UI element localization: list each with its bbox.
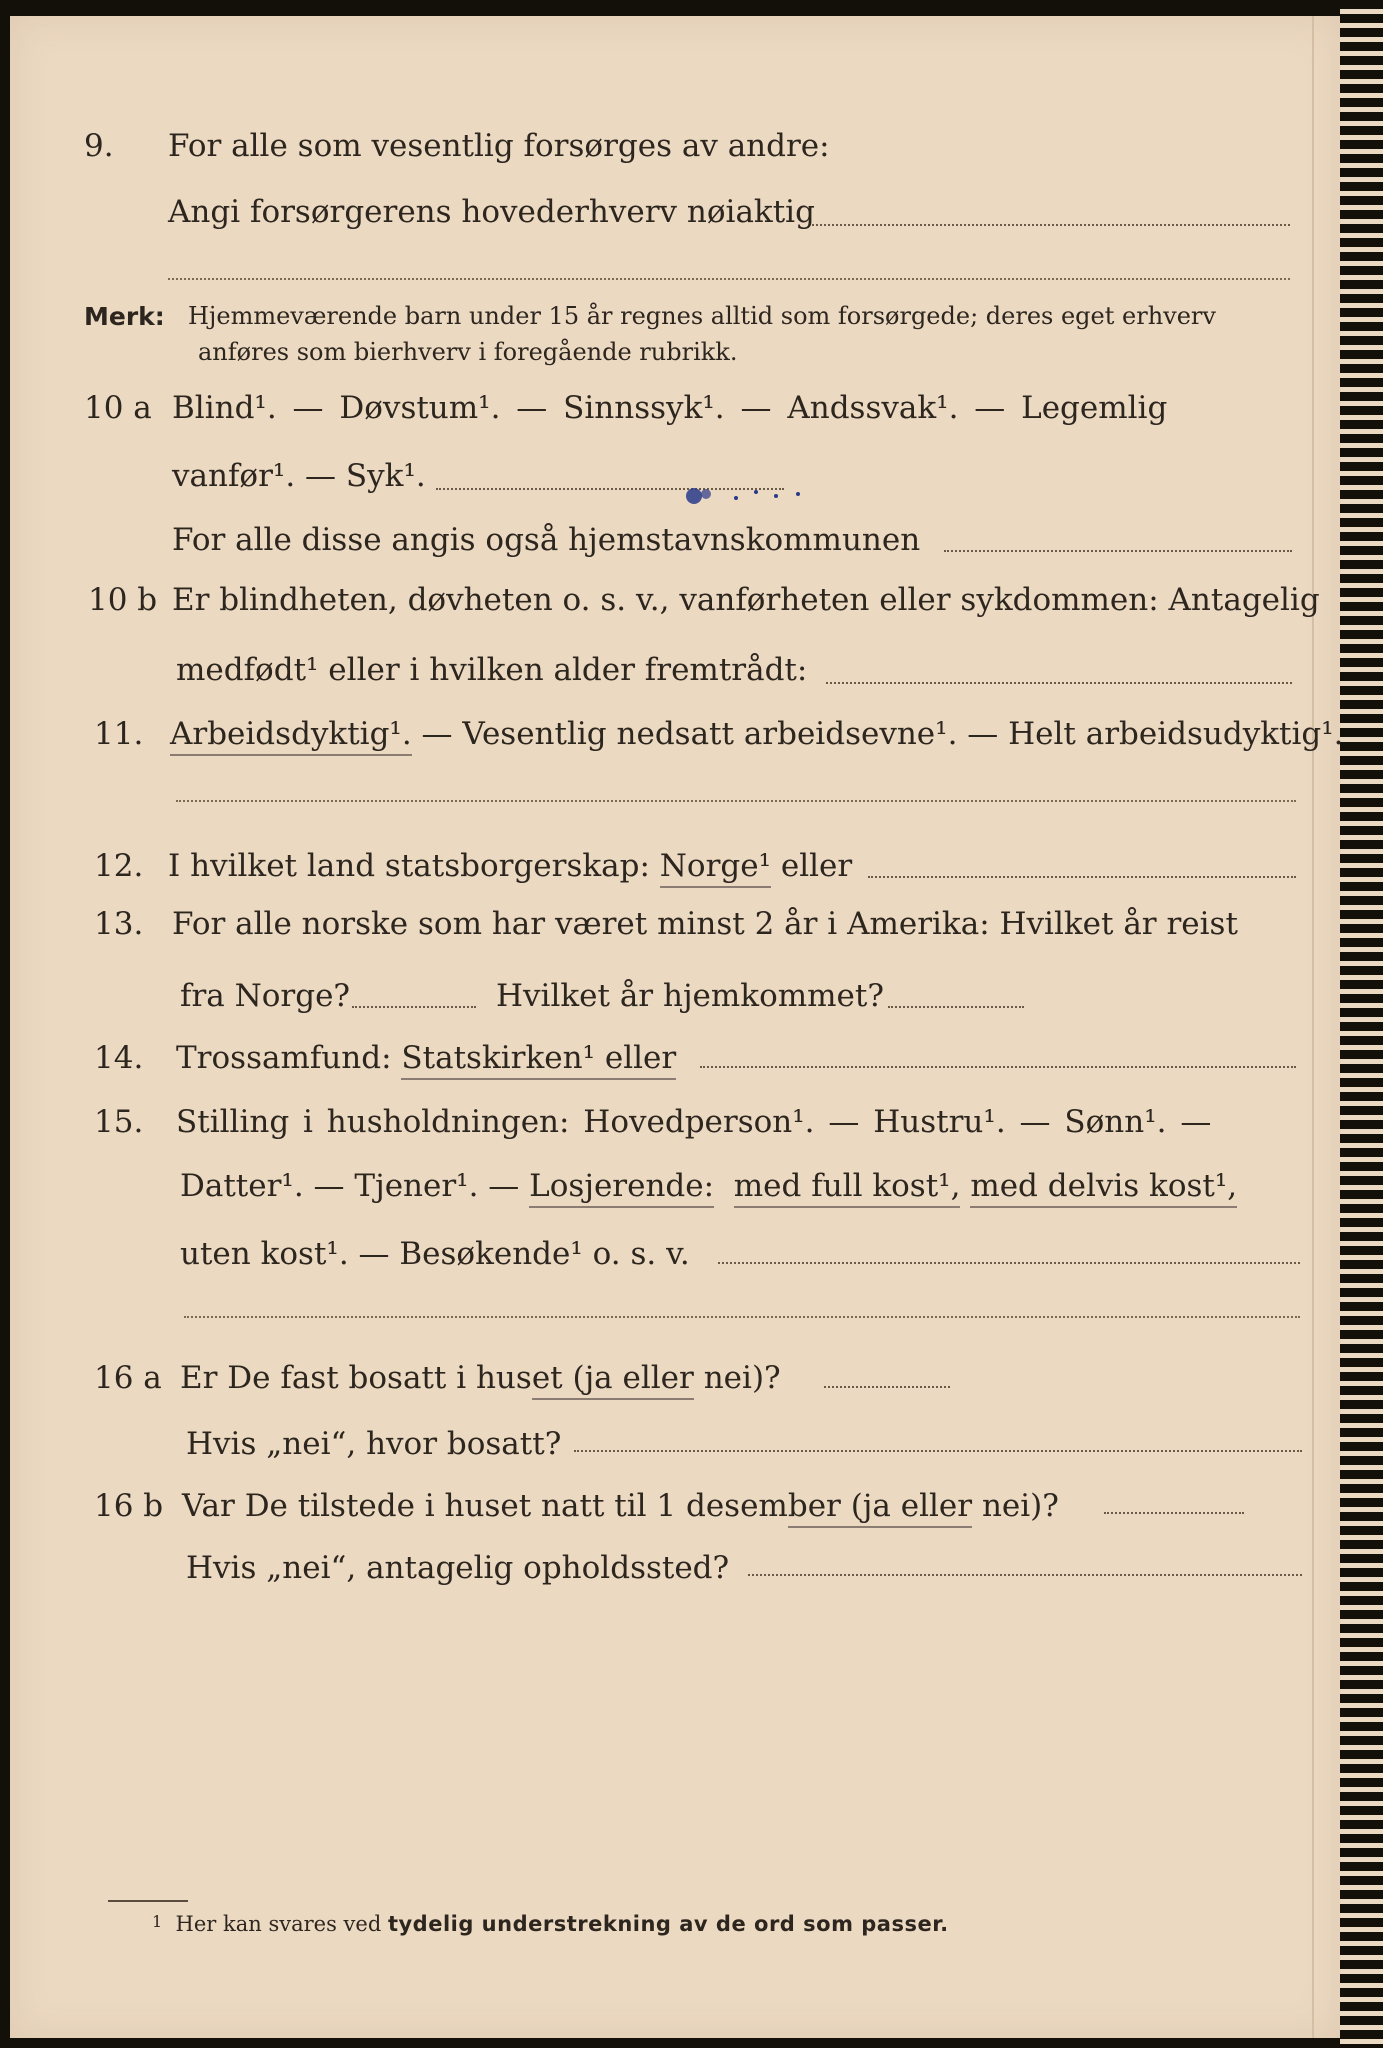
footnote-text: Her kan svares ved [175, 1912, 388, 1936]
merk-text: anføres som bierhverv i foregående rubrikk. [198, 338, 738, 366]
footnote-mark: 1 [152, 1912, 163, 1931]
answer-line [352, 1006, 476, 1008]
question-text: Er De fast bosatt i hus [180, 1360, 532, 1396]
ink-stamp-mark [676, 486, 816, 506]
question-number: 16 b [94, 1488, 164, 1524]
footnote-rule [108, 1900, 188, 1902]
footnote-bold-text: tydelig understrekning av de ord som passer. [387, 1912, 949, 1936]
underlined-answer: Losjerende: [529, 1168, 714, 1208]
answer-line [176, 800, 1296, 802]
answer-line [868, 876, 1296, 878]
footnote [152, 1912, 949, 1936]
perforated-edge [1340, 0, 1383, 2048]
answer-line [1104, 1512, 1244, 1514]
answer-line [748, 1574, 1302, 1576]
question-text: vanfør¹. — Syk¹. [172, 458, 426, 494]
underlined-answer: et (ja eller [532, 1360, 694, 1400]
question-number: 16 a [94, 1360, 162, 1396]
question-text: Hvis „nei“, antagelig opholdssted? [186, 1550, 730, 1586]
question-text: I hvilket land statsborgerskap: [168, 848, 660, 884]
question-text: For alle disse angis også hjemstavnskommunen [172, 522, 921, 558]
question-text: Angi forsørgerens hovederhverv nøiaktig [168, 194, 815, 230]
question-text: medfødt¹ eller i hvilken alder fremtrådt: [176, 652, 808, 688]
question-number: 12. [94, 848, 144, 884]
merk-text: Hjemmeværende barn under 15 år regnes alltid som forsørgede; deres eget erhverv [188, 302, 1216, 330]
question-text: Er blindheten, døvheten o. s. v., vanførheten eller sykdommen: Antagelig [172, 582, 1320, 618]
question-text: Datter¹. — Tjener¹. — [180, 1168, 530, 1204]
question-number: 14. [94, 1040, 144, 1076]
question-text: For alle som vesentlig forsørges av andre: [168, 128, 830, 164]
question-text: Hvilket år hjemkommet? [496, 978, 884, 1014]
page-fold [1312, 16, 1314, 2038]
question-text: Var De tilstede i huset natt til 1 desem [182, 1488, 788, 1524]
answer-line [184, 1316, 1300, 1318]
question-text: — Vesentlig nedsatt arbeidsevne¹. — Helt arbeidsudyktig¹. [411, 716, 1344, 752]
question-text: fra Norge? [180, 978, 351, 1014]
question-text: nei)? [693, 1360, 781, 1396]
answer-line [574, 1450, 1302, 1452]
question-number: 10 b [88, 582, 158, 618]
answer-line [700, 1066, 1296, 1068]
question-number: 11. [94, 716, 144, 752]
answer-line [718, 1262, 1300, 1264]
question-number: 9. [84, 128, 114, 164]
question-text: Trossamfund: [176, 1040, 402, 1076]
question-number: 13. [94, 906, 144, 942]
underlined-answer: Norge¹ [660, 848, 771, 888]
merk-label: Merk: [84, 302, 165, 331]
question-text: For alle norske som har været minst 2 år i Amerika: Hvilket år reist [172, 906, 1238, 942]
question-text: Hvis „nei“, hvor bosatt? [186, 1426, 562, 1462]
question-text: Stilling i husholdningen: Hovedperson¹. — Hustru¹. — Sønn¹. — [176, 1104, 1212, 1140]
question-text: nei)? [972, 1488, 1059, 1524]
answer-line [888, 1006, 1024, 1008]
answer-line [944, 550, 1292, 552]
answer-line [812, 224, 1290, 226]
underlined-answer: ber (ja eller [788, 1488, 972, 1528]
question-text: uten kost¹. — Besøkende¹ o. s. v. [180, 1236, 690, 1272]
underlined-answer: med delvis kost¹, [970, 1168, 1237, 1208]
answer-line [824, 1386, 950, 1388]
underlined-answer: med full kost¹, [734, 1168, 961, 1208]
answer-line [826, 682, 1292, 684]
underlined-answer: Statskirken¹ eller [401, 1040, 676, 1080]
question-text: eller [771, 848, 853, 884]
question-number: 15. [94, 1104, 144, 1140]
question-text: Blind¹. — Døvstum¹. — Sinnssyk¹. — Andssvak¹. — Legemlig [172, 390, 1168, 426]
answer-line [168, 278, 1290, 280]
question-number: 10 a [84, 390, 152, 426]
underlined-answer: Arbeidsdyktig¹. [170, 716, 412, 756]
